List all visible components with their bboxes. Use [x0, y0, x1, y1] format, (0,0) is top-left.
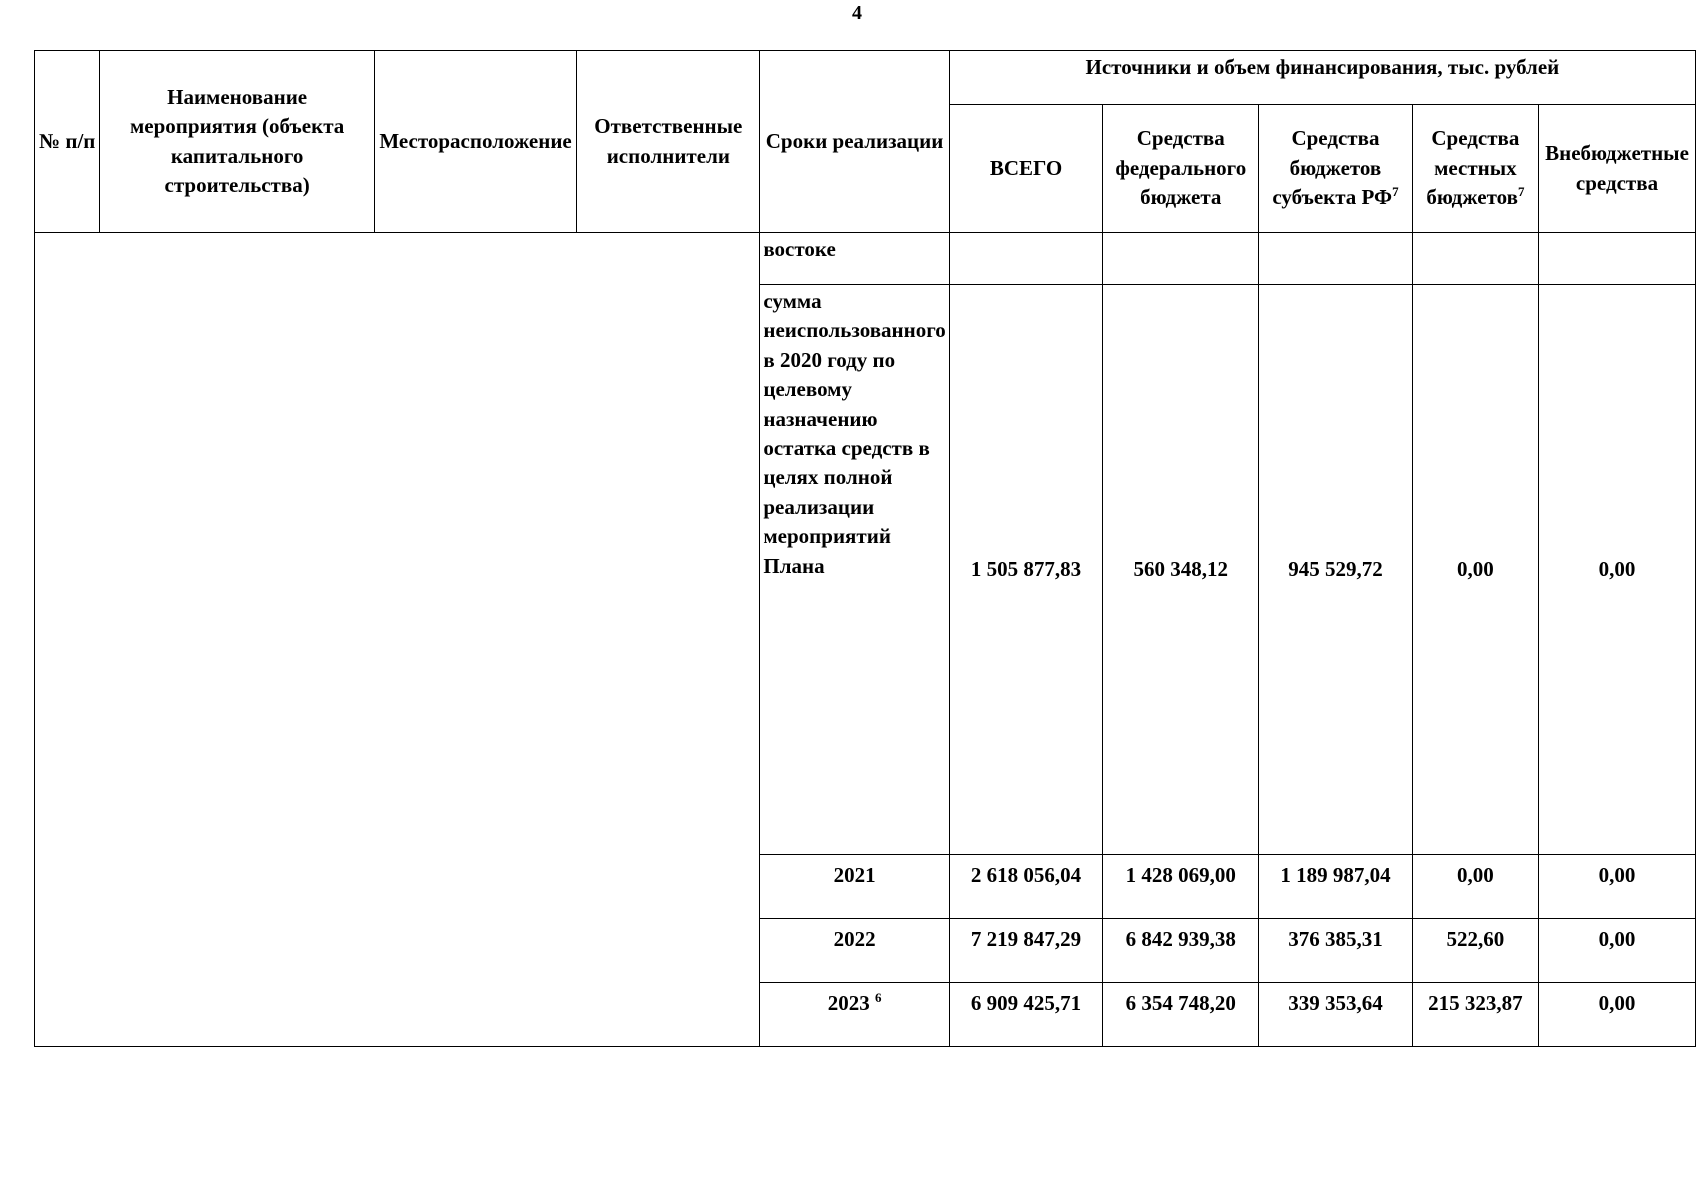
- local-cell: [1412, 233, 1538, 285]
- federal-cell: 1 428 069,00: [1103, 855, 1259, 919]
- header-federal: Средства федерального бюджета: [1103, 105, 1259, 233]
- footnote-mark: 7: [1392, 184, 1399, 200]
- term-cell: 2022: [760, 919, 949, 983]
- financing-table: [34, 50, 1696, 1047]
- header-extra: Внебюджетные средства: [1539, 105, 1696, 233]
- extra-cell: 0,00: [1539, 919, 1696, 983]
- subject-cell: 376 385,31: [1259, 919, 1413, 983]
- term-cell: востоке: [760, 233, 949, 285]
- local-cell: 215 323,87: [1412, 983, 1538, 1047]
- term-cell: 2023 $^6$: [760, 983, 949, 1047]
- federal-cell: 6 842 939,38: [1103, 919, 1259, 983]
- subject-cell: 945 529,72: [1259, 285, 1413, 855]
- extra-cell: 0,00: [1539, 285, 1696, 855]
- empty-merged-cell: [35, 233, 760, 1047]
- page-number: 4: [852, 2, 862, 24]
- header-total: ВСЕГО: [949, 105, 1103, 233]
- federal-cell: 560 348,12: [1103, 285, 1259, 855]
- subject-cell: [1259, 233, 1413, 285]
- total-cell: 6 909 425,71: [949, 983, 1103, 1047]
- table-row: [35, 233, 1696, 285]
- header-name: Наименование мероприятия (объекта капитального строительства): [100, 51, 374, 233]
- header-local: Средства местных бюджетов$^7$: [1412, 105, 1538, 233]
- extra-cell: 0,00: [1539, 855, 1696, 919]
- subject-cell: 1 189 987,04: [1259, 855, 1413, 919]
- header-num: № п/п: [35, 51, 100, 233]
- total-cell: 7 219 847,29: [949, 919, 1103, 983]
- header-location: Месторасположение: [374, 51, 576, 233]
- term-cell: сумма неиспользованного в 2020 году по целевому назначению остатка средств в целях полной реализации мероприятий Плана: [760, 285, 949, 855]
- federal-cell: 6 354 748,20: [1103, 983, 1259, 1047]
- extra-cell: 0,00: [1539, 983, 1696, 1047]
- local-cell: 0,00: [1412, 855, 1538, 919]
- header-subject: Средства бюджетов субъекта $РФ^7$: [1259, 105, 1413, 233]
- header-responsible: Ответственные исполнители: [577, 51, 760, 233]
- total-cell: [949, 233, 1103, 285]
- total-cell: 1 505 877,83: [949, 285, 1103, 855]
- subject-cell: 339 353,64: [1259, 983, 1413, 1047]
- footnote-mark: 6: [874, 990, 882, 1005]
- local-cell: 522,60: [1412, 919, 1538, 983]
- extra-cell: [1539, 233, 1696, 285]
- local-cell: 0,00: [1412, 285, 1538, 855]
- header-financing: Источники и объем финансирования, тыс. рублей: [949, 51, 1695, 105]
- term-cell: 2021: [760, 855, 949, 919]
- total-cell: 2 618 056,04: [949, 855, 1103, 919]
- footnote-mark: 7: [1517, 184, 1525, 200]
- federal-cell: [1103, 233, 1259, 285]
- header-terms: Сроки реализации: [760, 51, 949, 233]
